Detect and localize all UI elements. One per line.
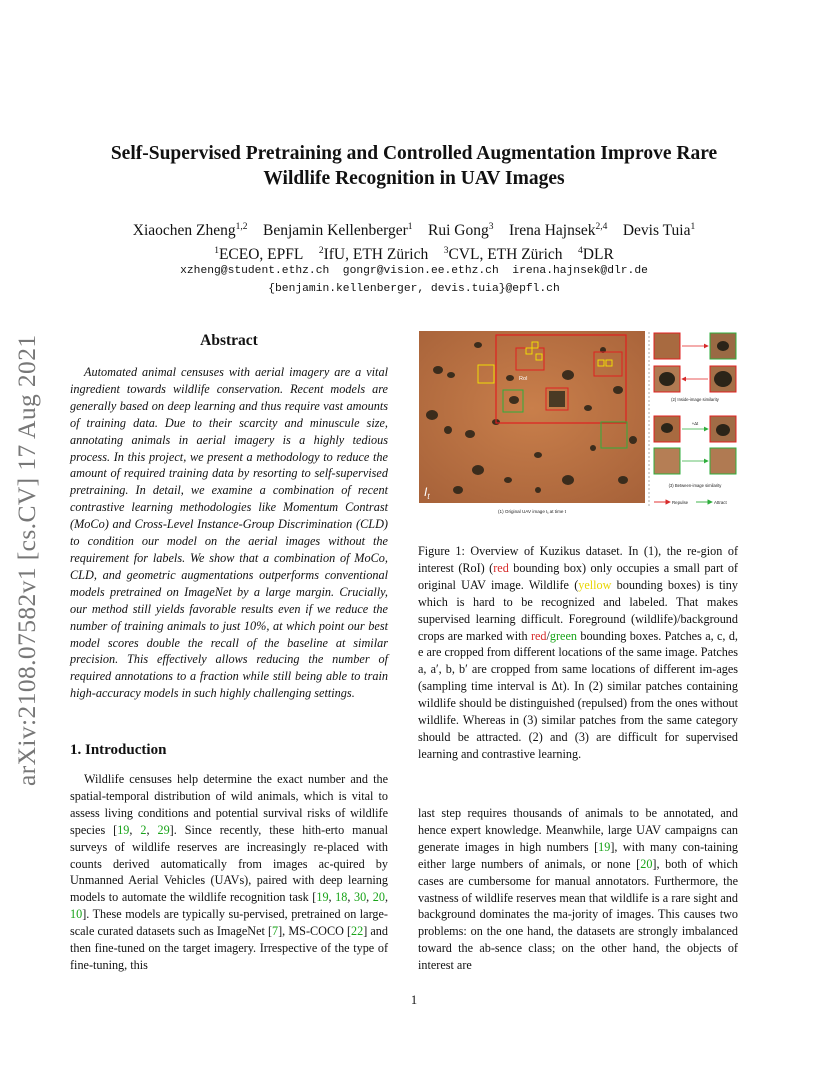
citation-link[interactable]: 10 [70, 907, 83, 922]
paper-title [70, 141, 758, 191]
author: Devis Tuia$^1$ [622, 222, 696, 240]
section-heading-introduction: 1. Introduction [70, 742, 167, 758]
arxiv-identifier: arXiv:2108.07582v1 [cs.CV] 17 Aug 2021 [12, 334, 41, 786]
introduction-continuation: last step requires thousands of animals to be annotated, and hence expert knowledge. Meanwhile, large UAV campaigns can generate images in high numbers [19], with many con-taining either large numbers of animals, or none [20], both of which cases are cumbersome for manual annotators. Furthermore, the vastness of wildlife reserves mean that wildlife is a rare sight and background dominates the ma-jority of images. This causes two problems: on the one hand, the datasets are strongly imbalanced toward the ab-sence class; on the other hand, the objects of interest are [418, 806, 739, 973]
author-names [70, 217, 758, 241]
figure-legend [654, 500, 727, 505]
title-line-2: Wildlife Recognition in UAV Images [263, 168, 565, 189]
citation-link[interactable]: 7 [272, 924, 279, 939]
abstract-heading: Abstract [200, 332, 258, 349]
email-line-1[interactable]: xzheng@student.ethz.ch gongr@vision.ee.ethz.ch irena.hajnsek@dlr.de [180, 265, 648, 277]
affiliation: $^3$CVL, ETH Zürich [443, 246, 563, 264]
author-block [70, 217, 758, 265]
figure-caption-1: (1) Original UAV image $I_t$ at time t [497, 509, 567, 515]
citation-link[interactable]: 20 [372, 890, 385, 905]
citation-link[interactable]: 19 [598, 839, 611, 854]
delta-t-label: +Δt [691, 421, 699, 426]
abstract-body: Automated animal censuses with aerial imagery are a vital ingredient towards wildlife conservation. Recent models are generally based on deep learning and thus require vast amounts of training data. Due to their scarcity and minuscule size, annotating animals in aerial imagery is a highly tedious process. In this project, we present a methodology to reduce the amount of required training data by resorting to self-supervised pretraining. In detail, we examine a combination of recent contrastive learning methodologies like Momentum Contrast (MoCo) and Cross-Level Instance-Group Discrimination (CLD) to condition our model on the aerial images without the requirement for labels. We show that a combination of MoCo, CLD, and geometric augmentations outperforms conventional models pretrained on ImageNet by a large margin. Crucially, our method still yields favorable results even if we reduce the number of training animals to just 10%, at which point our best model scores double the recall of the baseline at similar precision. This effectively allows reducing the number of required annotations to a fraction while still being able to train high-accuracy models in such highly challenging settings. [70, 365, 388, 701]
roi-label: RoI [519, 376, 528, 382]
author: Rui Gong$^3$ [428, 222, 494, 240]
affiliation: $^2$IfU, ETH Zürich [318, 246, 429, 264]
page-number: 1 [410, 993, 418, 1007]
figure-caption-3: (3) Between-image similarity [668, 483, 722, 488]
inside-image-similarity-panel [654, 333, 736, 402]
figure-1-caption: Figure 1: Overview of Kuzikus dataset. In (1), the re-gion of interest (RoI) (red bounding box) only occupies a small part of original UAV image. Wildlife (yellow bounding boxes) is tiny which is hard to be recognized and labeled. That makes supervised learning difficult. Foreground (wildlife)/background crops are marked with red/green bounding boxes. Patches a, c, d, e are cropped from different locations of the same image. Patches a, a′, b, b′ are cropped from same locations of different im-ages (sampling time interval is Δt). In (2) similar patches containing wildlife should be distinguished (repulsed) from the ones without wildlife. Whereas in (3) similar patches from the same category should be attracted. (2) and (3) are difficult for supervised learning and contrastive learning. [418, 544, 738, 761]
author: Irena Hajnsek$^{2,4}$ [508, 222, 608, 240]
image-label-it: $I_t$ [424, 485, 430, 501]
author: Benjamin Kellenberger$^1$ [263, 222, 413, 240]
between-image-similarity-panel [654, 416, 736, 488]
author: Xiaochen Zheng$^{1,2}$ [132, 222, 248, 240]
citation-link[interactable]: 19 [117, 822, 130, 837]
title-line-1: Self-Supervised Pretraining and Controlled Augmentation Improve Rare [110, 143, 718, 164]
citation-link[interactable]: 29 [157, 822, 170, 837]
affiliation: $^4$DLR [578, 246, 614, 264]
citation-link[interactable]: 22 [351, 924, 364, 939]
citation-link[interactable]: 19 [316, 890, 329, 905]
affiliation: $^1$ECEO, EPFL [214, 246, 304, 264]
author-emails [70, 262, 758, 298]
citation-link[interactable]: 2 [140, 822, 147, 837]
uav-image [419, 331, 645, 503]
introduction-paragraph: Wildlife censuses help determine the exact number and the spatial-temporal distribution of wild animals, which is vital to assess living conditions and potential survival risks of wildlife species [19, 2, 29]. Since recently, these hith-erto manual surveys of wildlife reserves are increasingly re-placed with counts derived automatically from images ac-quired by Unmanned Aerial Vehicles (UAVs), paired with deep learning models to automate the wildlife recognition task [19, 18, 30, 20, 10]. These models are typically su-pervised, pretrained on large-scale curated datasets such as ImageNet [7], MS-COCO [22] and then fine-tuned on the target imagery. Irrespective of the type of fine-tuning, this [70, 772, 389, 972]
legend-attract: Attract [714, 500, 727, 505]
citation-link[interactable]: 18 [335, 890, 348, 905]
figure-1-overview [418, 330, 740, 530]
legend-repulse: Repulse [672, 500, 689, 505]
citation-link[interactable]: 20 [640, 856, 653, 871]
figure-caption-2: (2) Inside-image similarity [671, 397, 719, 402]
citation-link[interactable]: 30 [353, 890, 367, 905]
email-line-2[interactable]: {benjamin.kellenberger, devis.tuia}@epfl.ch [268, 283, 560, 295]
